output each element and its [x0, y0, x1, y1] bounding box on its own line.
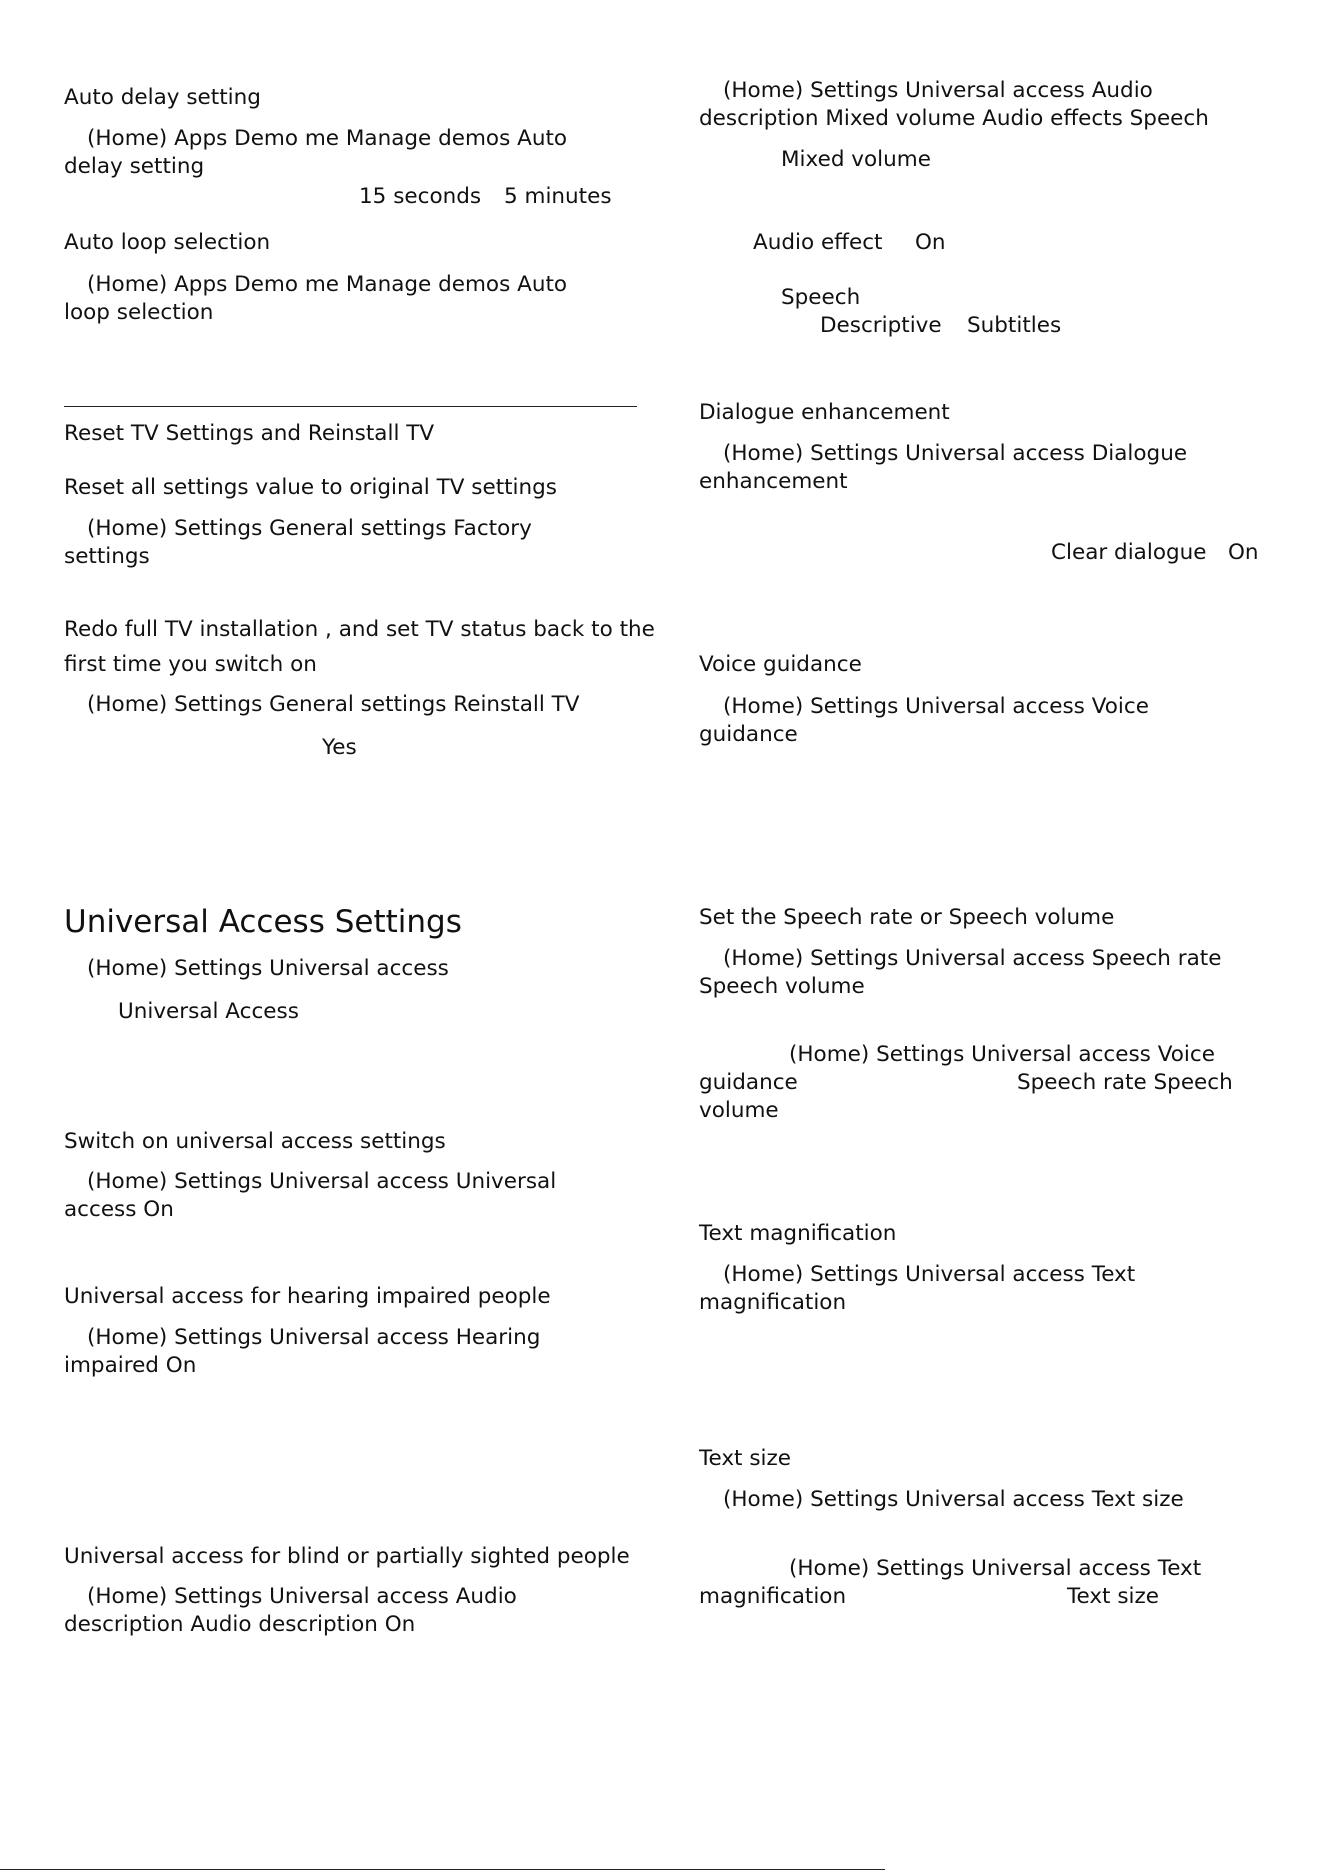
text-size-alt-path: (Home) Settings Universal access Text	[789, 1556, 1202, 1581]
speech-subtitles: Subtitles	[967, 313, 1062, 338]
voice-guidance-path-cont: guidance	[699, 722, 798, 747]
speech-rate-alt-path-end: volume	[699, 1098, 779, 1123]
auto-delay-option-15s: 15 seconds	[359, 184, 482, 209]
reset-settings-heading: Reset all settings value to original TV settings	[64, 475, 558, 500]
universal-access-menu-name: Universal Access	[118, 999, 299, 1024]
universal-access-title: Universal Access Settings	[64, 904, 462, 940]
voice-guidance-heading: Voice guidance	[699, 652, 862, 677]
mixed-volume-label: Mixed volume	[781, 147, 931, 172]
clear-dialogue-label: Clear dialogue	[1051, 540, 1207, 565]
voice-guidance-path: (Home) Settings Universal access Voice	[723, 694, 1149, 719]
audio-description-path-cont: description Mixed volume Audio effects Speech	[699, 106, 1209, 131]
hearing-path-cont: impaired On	[64, 1353, 197, 1378]
speech-rate-alt-options: Speech rate Speech	[1017, 1070, 1233, 1095]
dialogue-path-cont: enhancement	[699, 469, 848, 494]
audio-effect-value: On	[915, 230, 946, 255]
reinstall-heading-cont: first time you switch on	[64, 652, 317, 677]
reinstall-heading: Redo full TV installation , and set TV status back to the	[64, 617, 655, 642]
reset-section-title: Reset TV Settings and Reinstall TV	[64, 421, 435, 446]
hearing-path: (Home) Settings Universal access Hearing	[87, 1325, 541, 1350]
dialogue-heading: Dialogue enhancement	[699, 400, 950, 425]
text-size-path: (Home) Settings Universal access Text size	[723, 1487, 1184, 1512]
text-size-alt-option: Text size	[1067, 1584, 1160, 1609]
switch-on-heading: Switch on universal access settings	[64, 1129, 446, 1154]
text-size-alt-path-cont: magnification	[699, 1584, 847, 1609]
hearing-heading: Universal access for hearing impaired people	[64, 1284, 551, 1309]
blind-path-cont: description Audio description On	[64, 1612, 416, 1637]
footer-rule	[0, 1869, 885, 1870]
speech-rate-alt-path: (Home) Settings Universal access Voice	[789, 1042, 1215, 1067]
speech-label: Speech	[781, 285, 861, 310]
reset-settings-path-cont: settings	[64, 544, 150, 569]
auto-delay-path-cont: delay setting	[64, 154, 205, 179]
reset-settings-path: (Home) Settings General settings Factory	[87, 516, 532, 541]
auto-loop-heading: Auto loop selection	[64, 230, 271, 255]
blind-heading: Universal access for blind or partially sighted people	[64, 1544, 630, 1569]
clear-dialogue-value: On	[1228, 540, 1259, 565]
text-magnification-path: (Home) Settings Universal access Text	[723, 1262, 1136, 1287]
blind-path: (Home) Settings Universal access Audio	[87, 1584, 517, 1609]
auto-loop-path: (Home) Apps Demo me Manage demos Auto	[87, 272, 568, 297]
speech-rate-path-cont: Speech volume	[699, 974, 865, 999]
switch-on-path-cont: access On	[64, 1197, 174, 1222]
auto-delay-heading: Auto delay setting	[64, 85, 261, 110]
text-size-heading: Text size	[699, 1446, 792, 1471]
audio-effect-label: Audio effect	[753, 230, 883, 255]
speech-rate-heading: Set the Speech rate or Speech volume	[699, 905, 1115, 930]
text-magnification-heading: Text magnification	[699, 1221, 897, 1246]
reinstall-path: (Home) Settings General settings Reinstall TV	[87, 692, 580, 717]
auto-delay-path: (Home) Apps Demo me Manage demos Auto	[87, 126, 568, 151]
section-divider	[64, 406, 637, 407]
auto-loop-path-cont: loop selection	[64, 300, 214, 325]
speech-rate-alt-path-cont: guidance	[699, 1070, 798, 1095]
reinstall-confirm: Yes	[322, 735, 357, 760]
universal-access-path: (Home) Settings Universal access	[87, 956, 449, 981]
text-magnification-path-cont: magnification	[699, 1290, 847, 1315]
speech-descriptive: Descriptive	[820, 313, 942, 338]
audio-description-path: (Home) Settings Universal access Audio	[723, 78, 1153, 103]
auto-delay-option-5min: 5 minutes	[504, 184, 612, 209]
dialogue-path: (Home) Settings Universal access Dialogue	[723, 441, 1188, 466]
speech-rate-path: (Home) Settings Universal access Speech rate	[723, 946, 1222, 971]
switch-on-path: (Home) Settings Universal access Universal	[87, 1169, 557, 1194]
